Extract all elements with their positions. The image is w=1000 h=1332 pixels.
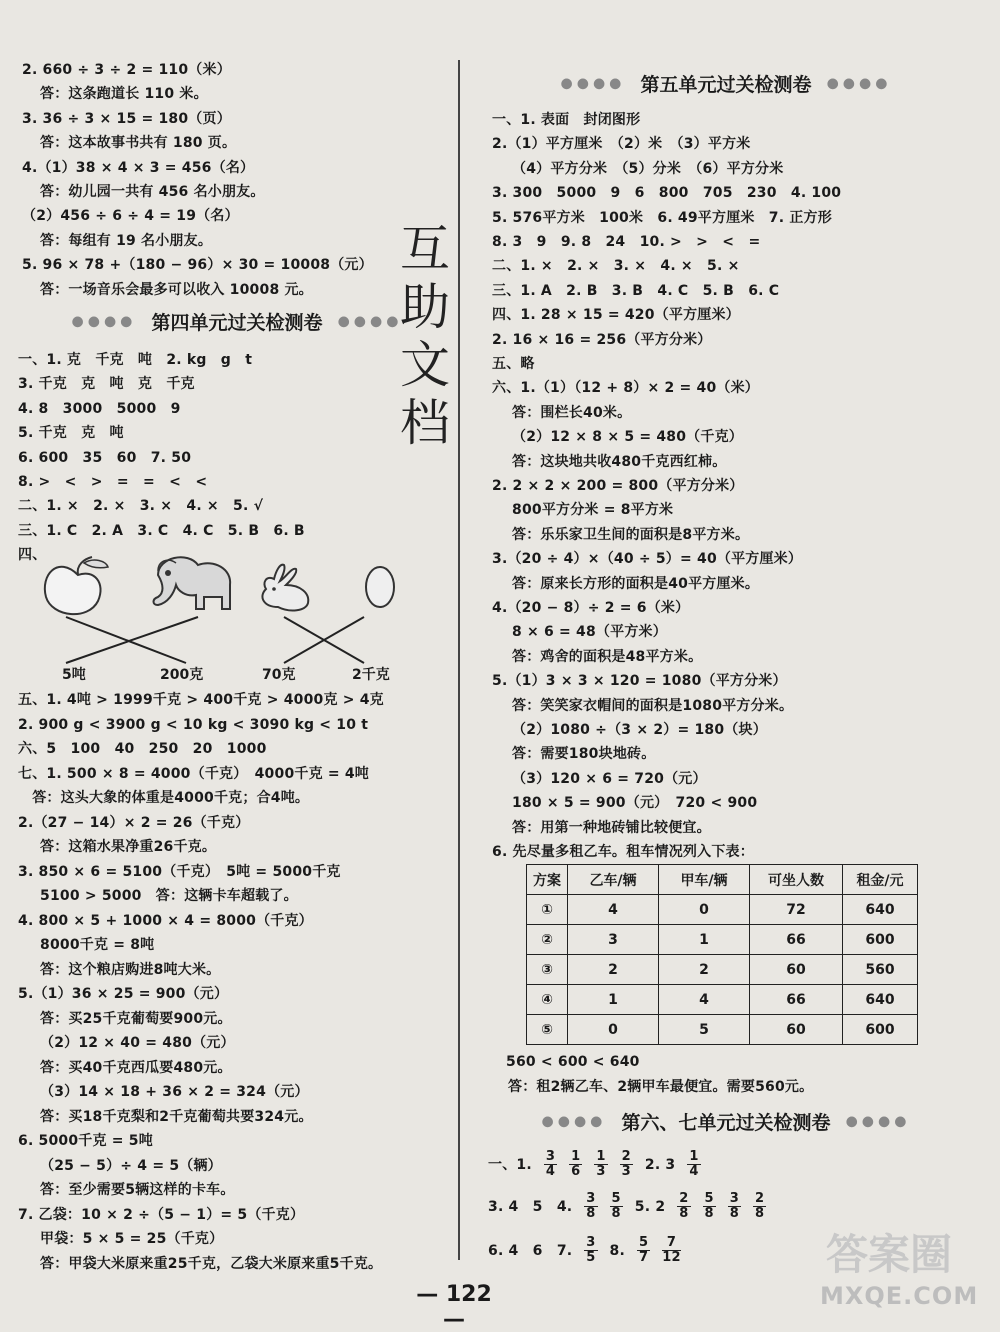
fraction [662,1236,681,1265]
table-row [527,1015,918,1045]
weight-label: 5吨 [62,667,86,683]
table-row [527,955,918,985]
section-header-unit67 [476,1108,976,1144]
solution-line: 6. 600 35 60 7. 50 [18,449,192,466]
solution-line: 3. 36 ÷ 3 × 15 = 180（页） [22,110,231,127]
table-cell: ④ [527,985,568,1015]
section-title: 第六、七单元过关检测卷 [621,1112,831,1134]
denominator: 4 [689,1164,699,1179]
table-row [527,895,918,925]
answer-line: 答：原来长方形的面积是40平方厘米。 [512,575,760,592]
numerator: 3 [729,1191,740,1206]
answer-line: 答：幼儿园一共有 456 名小朋友。 [40,184,265,200]
fraction-line-text: 3. 4 5 4. [488,1198,573,1215]
solution-line: 8. > < > = = < < [18,474,208,490]
table-cell: 4 [659,985,750,1015]
solution-line: 五、1. 4吨 > 1999千克 > 400千克 > 4000克 > 4克 [18,692,384,708]
solution-line: （2）456 ÷ 6 ÷ 4 = 19（名） [22,208,239,225]
solution-line: 8. 3 9 9. 8 24 10. > > < = [492,234,761,250]
denominator: 8 [755,1206,765,1221]
solution-line: 5.（1）3 × 3 × 120 = 1080（平方分米） [492,673,787,690]
table-cell: 2 [659,955,750,985]
solution-line: （2）1080 ÷（3 × 2）= 180（块） [512,722,767,738]
table-cell: ⑤ [527,1015,568,1045]
denominator: 8 [704,1206,714,1221]
answer-line: 答：租2辆乙车、2辆甲车最便宜。需要560元。 [508,1079,814,1095]
table-cell: 600 [843,1015,918,1045]
solution-line: 5. 96 × 78 +（180 − 96）× 30 = 10008（元） [22,257,373,274]
solution-line: 二、1. × 2. × 3. × 4. × 5. × [492,258,740,275]
fraction [677,1192,690,1221]
solution-line: （3）120 × 6 = 720（元） [512,770,707,787]
fraction [637,1236,650,1265]
solution-line: 六、5 100 40 250 20 1000 [18,741,267,757]
fraction-line-text: 一、1. [488,1156,532,1173]
answer-line: 答：一场音乐会最多可以收入 10008 元。 [40,281,313,298]
solution-line: 4. 8 3000 5000 9 [18,400,181,417]
table-row [527,925,918,955]
handwritten-annotation [390,220,460,452]
table-cell: 1 [659,925,750,955]
dots-decoration: ●●●● [845,1113,911,1130]
solution-line: 五、略 [492,356,535,372]
fraction [728,1192,741,1221]
solution-line: 5100 > 5000 答：这辆卡车超载了。 [40,888,298,904]
table-header: 可坐人数 [750,865,843,895]
answer-line: 答：乐乐家卫生间的面积是8平方米。 [512,526,750,543]
numerator: 1 [596,1149,606,1164]
fraction-line-text: 6. 4 6 7. [488,1242,573,1259]
answer-line: 答：买40千克西瓜要480元。 [40,1059,232,1076]
hand-char: 助 [400,278,450,336]
solution-line: 三、1. A 2. B 3. B 4. C 5. B 6. C [492,282,780,299]
solution-line: 甲袋：5 × 5 = 25（千克） [40,1231,224,1247]
denominator: 3 [596,1164,606,1179]
solution-line: 四、1. 28 × 15 = 420（平方厘米） [492,307,740,324]
solution-line: 8 × 6 = 48（平方米） [512,624,667,641]
solution-line: 4.（1）38 × 4 × 3 = 456（名） [22,159,255,176]
fraction [594,1150,607,1179]
fraction [584,1192,597,1221]
denominator: 3 [621,1164,631,1179]
hand-char: 档 [400,394,450,452]
fraction-line-text: 5. 2 [634,1198,666,1215]
table-cell: 72 [750,895,843,925]
fraction-answer-line [482,1236,687,1265]
denominator: 8 [586,1206,596,1221]
watermark [818,1222,988,1322]
solution-line: 7. 乙袋：10 × 2 ÷（5 − 1）= 5（千克） [18,1206,305,1223]
solution-line: 2.（1）平方厘米 （2）米 （3）平方米 [492,136,751,153]
answer-line: 答：买18千克梨和2千克葡萄共要324元。 [40,1108,313,1125]
fraction [753,1192,766,1221]
solution-line: 四、 [18,547,47,564]
solution-line: 5. 576平方米 100米 6. 49平方厘米 7. 正方形 [492,209,832,226]
table-header: 乙车/辆 [568,865,659,895]
table-header-row [527,865,918,895]
table-cell: 0 [568,1015,659,1045]
solution-line: 800平方分米 = 8平方米 [512,502,674,519]
denominator: 8 [611,1206,621,1221]
solution-line: 二、1. × 2. × 3. × 4. × 5. √ [18,498,264,515]
numerator: 2 [621,1149,631,1164]
solution-line: 6. 先尽量多租乙车。租车情况列入下表： [492,844,754,860]
hand-char: 互 [400,220,450,278]
solution-line: 2. 660 ÷ 3 ÷ 2 = 110（米） [22,62,231,78]
fraction [544,1150,557,1179]
solution-line: 5.（1）36 × 25 = 900（元） [18,986,229,1002]
table-cell: 3 [568,925,659,955]
table-cell: 4 [568,895,659,925]
answer-line: 答：这头大象的体重是4000千克；合4吨。 [18,790,310,806]
solution-line: 2. 16 × 16 = 256（平方分米） [492,331,712,348]
numerator: 5 [639,1235,649,1250]
section-title: 第四单元过关检测卷 [151,312,323,334]
answer-line: 答：买25千克葡萄要900元。 [40,1010,232,1027]
watermark-url: MXQE.COM [820,1282,979,1310]
solution-line: （2）12 × 8 × 5 = 480（千克） [512,429,743,446]
table-header: 方案 [527,865,568,895]
solution-line: （3）14 × 18 + 36 × 2 = 324（元） [40,1084,309,1100]
answer-line: 答：需要180块地砖。 [512,746,656,763]
answer-line: 答：这条跑道长 110 米。 [40,86,208,103]
answer-line: 答：围栏长40米。 [512,404,632,421]
solution-line: 3. 850 × 6 = 5100（千克） 5吨 = 5000千克 [18,863,341,880]
numerator: 7 [662,1236,681,1251]
fraction [569,1150,582,1179]
solution-line: 560 < 600 < 640 [506,1054,640,1070]
table-cell: 2 [568,955,659,985]
solution-line: 3. 千克 克 吨 克 千克 [18,376,195,393]
watermark-logo: 答案圈 [826,1230,953,1279]
solution-line: 三、1. C 2. A 3. C 4. C 5. B 6. B [18,522,305,539]
fraction [610,1192,623,1221]
fraction [687,1150,700,1179]
table-cell: 640 [843,985,918,1015]
solution-line: 4. 800 × 5 + 1000 × 4 = 8000（千克） [18,912,313,929]
solution-line: 8000千克 = 8吨 [40,937,155,953]
numerator: 2 [679,1191,689,1206]
solution-line: 六、1.（1）（12 + 8）× 2 = 40（米） [492,380,760,397]
column-divider [458,60,460,1260]
fraction-line-text: 8. [609,1242,625,1259]
dots-decoration: ●●●● [71,313,137,330]
solution-line: 2. 900 g < 3900 g < 10 kg < 3090 kg < 10 t [18,716,369,733]
solution-line: 3.（20 ÷ 4）×（40 ÷ 5）= 40（平方厘米） [492,551,803,568]
numerator: 1 [689,1149,699,1164]
denominator: 12 [662,1250,681,1265]
answer-line: 答：用第一种地砖铺比较便宜。 [512,819,711,836]
solution-line: （25 − 5）÷ 4 = 5（辆） [40,1157,222,1174]
answer-line: 答：这箱水果净重26千克。 [40,839,217,855]
egg-icon [366,567,394,607]
solution-line: 一、1. 克 千克 吨 2. kg g t [18,352,253,368]
table-cell: 640 [843,895,918,925]
dots-decoration: ●●●● [560,75,626,92]
table-cell: 66 [750,925,843,955]
answer-line: 答：鸡舍的面积是48平方米。 [512,648,703,665]
answer-line: 答：甲袋大米原来重25千克，乙袋大米原来重5千克。 [40,1255,383,1272]
solution-line: 七、1. 500 × 8 = 4000（千克） 4000千克 = 4吨 [18,765,370,782]
solution-line: 3. 300 5000 9 6 800 705 230 4. 100 [492,185,842,202]
peach-icon [45,557,108,614]
numerator: 3 [586,1191,596,1206]
numerator: 1 [571,1149,581,1164]
answer-line: 答：每组有 19 名小朋友。 [40,232,213,249]
denominator: 4 [545,1164,556,1179]
answer-line: 答：这个粮店购进8吨大米。 [40,961,221,978]
table-header: 甲车/辆 [659,865,750,895]
table-cell: 66 [750,985,843,1015]
solution-line: （4）平方分米 （5）分米 （6）平方分米 [512,160,784,177]
table-cell: ③ [527,955,568,985]
solution-line: 2.（27 − 14）× 2 = 26（千克） [18,814,250,831]
weight-label: 70克 [262,667,296,683]
table-cell: 600 [843,925,918,955]
hand-char: 文 [400,336,450,394]
solution-line: 2. 2 × 2 × 200 = 800（平方分米） [492,478,744,494]
section-header-unit5 [476,70,976,106]
answer-line: 答：至少需要5辆这样的卡车。 [40,1182,235,1198]
elephant-icon [154,557,231,609]
table-header: 租金/元 [843,865,918,895]
solution-line: （2）12 × 40 = 480（元） [40,1035,235,1051]
denominator: 6 [571,1164,581,1179]
table-cell: 1 [568,985,659,1015]
solution-line: 6. 5000千克 = 5吨 [18,1133,153,1149]
fraction-answer-line [482,1192,772,1221]
denominator: 8 [729,1206,740,1221]
numerator: 2 [755,1191,765,1206]
solution-line: 180 × 5 = 900（元） 720 < 900 [512,795,758,812]
dots-decoration: ●●●● [337,313,403,330]
fraction-line-text: 2. 3 [644,1156,676,1173]
denominator: 8 [679,1206,689,1221]
table-cell: 560 [843,955,918,985]
table-row [527,985,918,1015]
rabbit-icon [262,565,308,611]
section-title: 第五单元过关检测卷 [640,74,812,96]
fraction [584,1236,597,1265]
weight-label: 2千克 [352,667,390,683]
dots-decoration: ●●●● [826,75,892,92]
denominator: 7 [639,1250,649,1265]
answer-line: 答：这块地共收480千克西红柿。 [512,453,727,470]
fraction [703,1192,716,1221]
table-cell: ② [527,925,568,955]
answer-line: 答：笑笑家衣帽间的面积是1080平方分米。 [512,697,794,714]
solution-line: 5. 千克 克 吨 [18,425,124,442]
numerator: 3 [586,1235,596,1250]
dots-decoration: ●●●● [541,1113,607,1130]
fraction [620,1150,633,1179]
page-number: — 122 — [416,1282,492,1332]
denominator: 5 [586,1250,596,1265]
answer-line: 答：这本故事书共有 180 页。 [40,135,237,152]
table-cell: ① [527,895,568,925]
solution-line: 一、1. 表面 封闭图形 [492,112,641,128]
matching-illustration [18,545,398,665]
numerator: 5 [611,1191,621,1206]
table-cell: 60 [750,955,843,985]
rental-plan-table [526,864,918,1045]
weight-label: 200克 [160,667,204,683]
fraction-answer-line [482,1150,707,1179]
table-cell: 60 [750,1015,843,1045]
numerator: 5 [704,1191,714,1206]
numerator: 3 [545,1149,556,1164]
solution-line: 4.（20 − 8）÷ 2 = 6（米） [492,600,690,616]
table-cell: 0 [659,895,750,925]
table-cell: 5 [659,1015,750,1045]
